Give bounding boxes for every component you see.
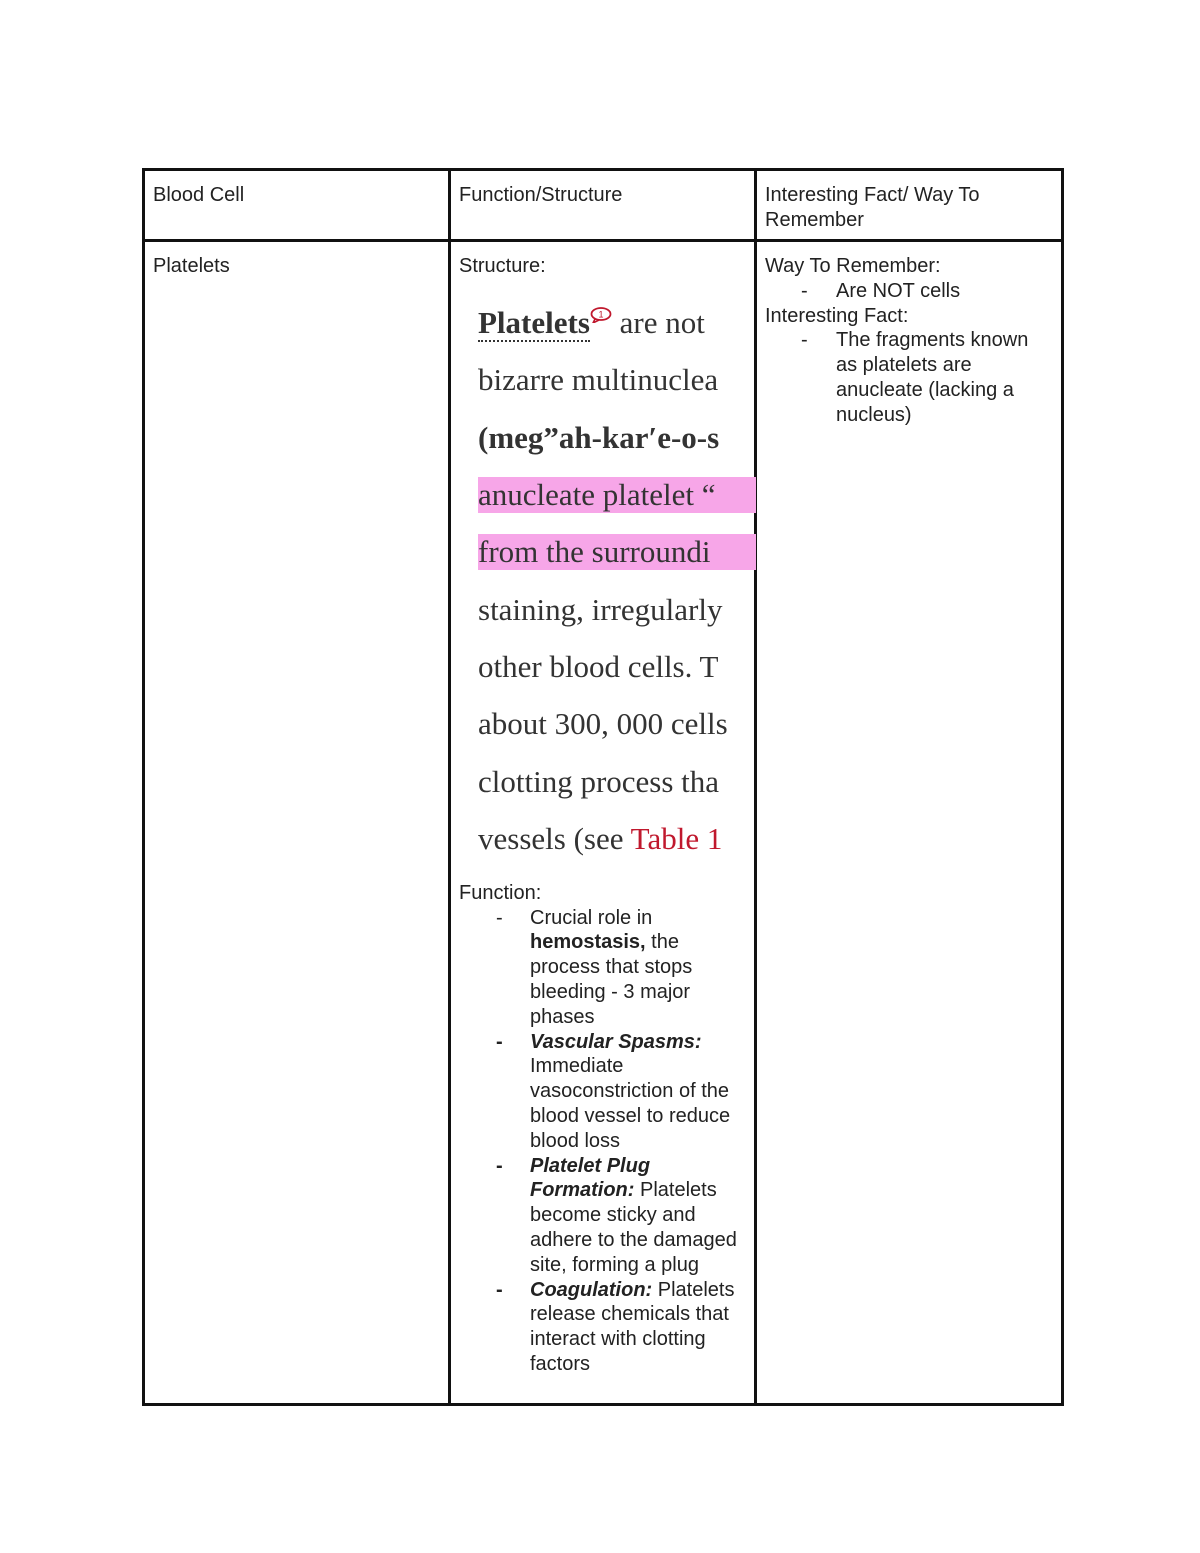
list-item xyxy=(765,279,1053,304)
cell-name: Platelets xyxy=(144,241,450,1405)
textbook-excerpt-image xyxy=(450,293,756,875)
excerpt-line xyxy=(478,305,705,341)
list-text-bold-italic: Platelet Plug Formation: xyxy=(530,1154,651,1202)
list-text-bold-italic: Coagulation: xyxy=(530,1278,653,1301)
way-to-remember-label: Way To Remember: xyxy=(765,255,941,277)
list-item xyxy=(459,1030,746,1154)
table-header-row xyxy=(144,170,1063,241)
svg-text:1: 1 xyxy=(598,309,604,320)
function-label: Function: xyxy=(459,881,542,904)
list-text: Immediate vasoconstriction of the blood vessel to reduce blood loss xyxy=(530,1055,731,1152)
dash-bullet: - xyxy=(496,1030,503,1053)
list-item xyxy=(459,906,746,1030)
list-item xyxy=(459,1278,746,1377)
table-row xyxy=(144,241,1063,1405)
excerpt-line: staining, irregularly xyxy=(478,591,723,627)
fact-cell xyxy=(756,241,1063,1405)
list-text: Platelets become sticky and adhere to the damaged site, forming a plug xyxy=(530,1179,737,1276)
structure-label: Structure: xyxy=(459,255,546,277)
excerpt-line: other blood cells. T xyxy=(478,648,719,684)
list-text: Crucial role in xyxy=(530,906,653,929)
function-structure-cell xyxy=(450,241,756,1405)
dash-bullet: - xyxy=(801,279,808,302)
excerpt-text: are not xyxy=(611,304,705,340)
list-text: The fragments known as platelets are anucleate (lacking a nucleus) xyxy=(836,329,1029,426)
excerpt-line-highlighted: from the surroundi xyxy=(478,534,756,570)
list-item xyxy=(765,328,1053,427)
comment-note-icon xyxy=(590,307,612,323)
excerpt-term-platelets: Platelets xyxy=(478,304,590,340)
dash-bullet: - xyxy=(801,329,808,352)
header-function-structure: Function/Structure xyxy=(450,170,756,241)
dash-bullet: - xyxy=(496,1278,503,1301)
header-interesting-fact: Interesting Fact/ Way To Remember xyxy=(756,170,1063,241)
excerpt-line-highlighted: anucleate platelet “ xyxy=(478,477,756,513)
list-text: Are NOT cells xyxy=(836,279,961,302)
excerpt-line xyxy=(478,821,722,857)
excerpt-line: about 300, 000 cells xyxy=(478,705,728,741)
list-text-bold-italic: Vascular Spasms: xyxy=(530,1030,702,1053)
function-list xyxy=(459,906,746,1377)
header-blood-cell: Blood Cell xyxy=(144,170,450,241)
list-item xyxy=(459,1154,746,1278)
interesting-fact-label: Interesting Fact: xyxy=(765,304,909,327)
excerpt-line: bizarre multinuclea xyxy=(478,361,719,397)
interesting-fact-list xyxy=(765,328,1053,427)
list-text: Platelets release chemicals that interact with clotting factors xyxy=(530,1278,735,1375)
way-to-remember-list xyxy=(765,279,1053,304)
dash-bullet: - xyxy=(496,906,503,929)
list-text-bold: hemostasis, xyxy=(530,931,646,954)
excerpt-line: clotting process tha xyxy=(478,763,720,799)
dash-bullet: - xyxy=(496,1154,503,1177)
list-text: the process that stops bleeding - 3 major phases xyxy=(530,931,693,1028)
excerpt-text: vessels (see xyxy=(478,820,631,856)
excerpt-table-link: Table 1 xyxy=(630,820,723,856)
blood-cell-table xyxy=(142,168,1064,1406)
excerpt-line: (meg”ah-kar′e-o-s xyxy=(478,419,720,455)
